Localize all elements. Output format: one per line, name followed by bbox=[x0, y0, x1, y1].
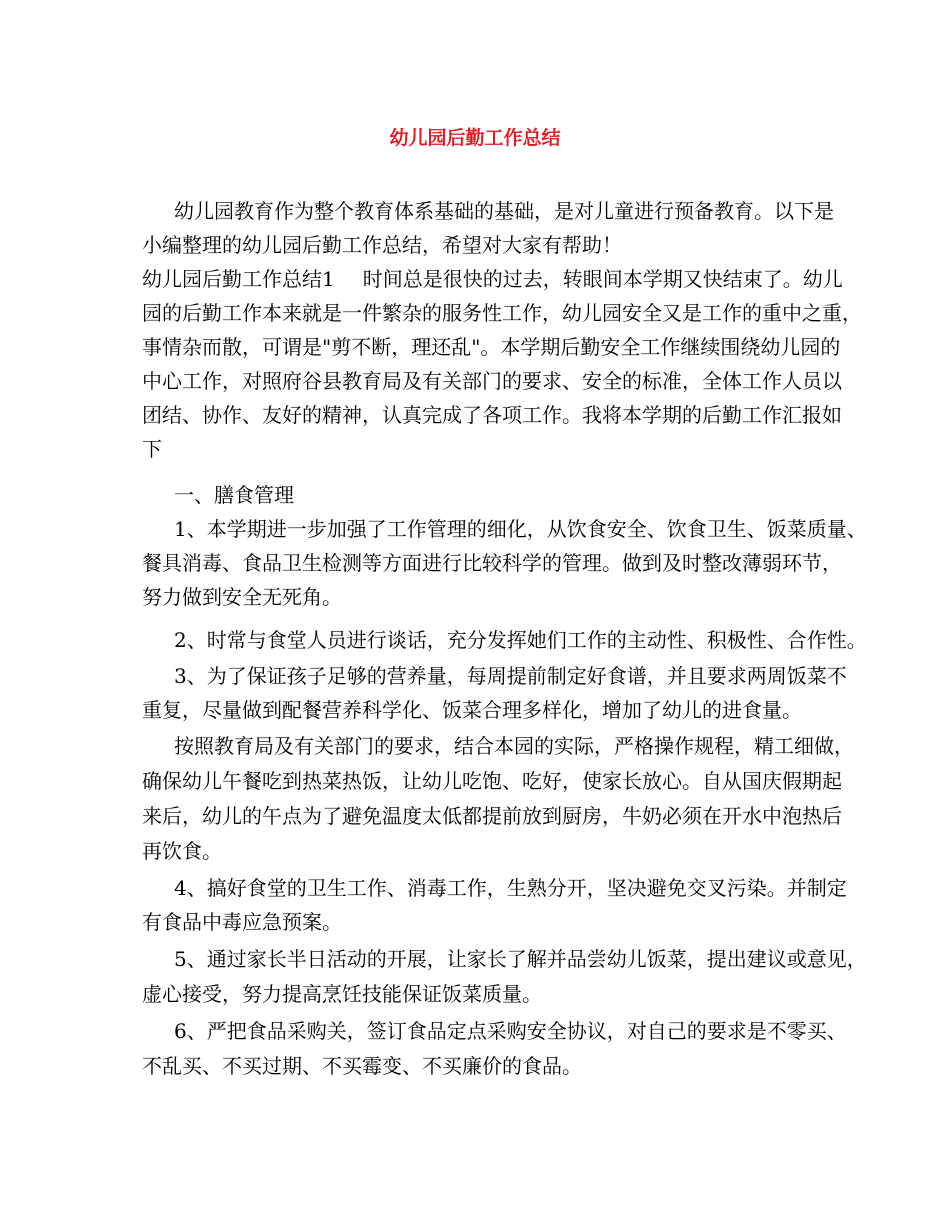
paragraph-line bbox=[142, 266, 843, 292]
paragraph-line: 有食品中毒应急预案。 bbox=[142, 910, 342, 934]
paragraph-line: 不乱买、不买过期、不买霉变、不买廉价的食品。 bbox=[142, 1054, 582, 1078]
paragraph-line: 4、搞好食堂的卫生工作、消毒工作，生熟分开，坚决避免交叉污染。并制定 bbox=[174, 876, 847, 900]
paragraph-line: 中心工作，对照府谷县教育局及有关部门的要求、安全的标准，全体工作人员以 bbox=[142, 369, 842, 393]
section-heading: 一、膳食管理 bbox=[174, 483, 294, 507]
paragraph-line: 重复，尽量做到配餐营养科学化、饭菜合理多样化，增加了幼儿的进食量。 bbox=[142, 698, 802, 722]
paragraph-line: 下 bbox=[142, 437, 162, 461]
paragraph-line: 2、时常与食堂人员进行谈话，充分发挥她们工作的主动性、积极性、合作性。 bbox=[174, 628, 867, 652]
paragraph-line: 确保幼儿午餐吃到热菜热饭，让幼儿吃饱、吃好，使家长放心。自从国庆假期起 bbox=[142, 769, 842, 793]
paragraph-line: 按照教育局及有关部门的要求，结合本园的实际，严格操作规程，精工细做， bbox=[174, 734, 854, 758]
paragraph-line: 6、严把食品采购关，签订食品定点采购安全协议，对自己的要求是不零买、 bbox=[174, 1019, 847, 1043]
paragraph-line: 1、本学期进一步加强了工作管理的细化，从饮食安全、饮食卫生、饭菜质量、 bbox=[174, 517, 867, 541]
paragraph-line: 团结、协作、友好的精神，认真完成了各项工作。我将本学期的后勤工作汇报如 bbox=[142, 403, 842, 427]
paragraph-line: 3、为了保证孩子足够的营养量，每周提前制定好食谱，并且要求两周饭菜不 bbox=[174, 664, 847, 688]
paragraph-line: 园的后勤工作本来就是一件繁杂的服务性工作，幼儿园安全又是工作的重中之重， bbox=[142, 301, 862, 325]
paragraph-line: 事情杂而散，可谓是"剪不断，理还乱"。本学期后勤安全工作继续围绕幼儿园的 bbox=[142, 335, 841, 359]
section-heading: 幼儿园后勤工作总结1 bbox=[142, 267, 335, 291]
paragraph-line: 努力做到安全无死角。 bbox=[142, 585, 342, 609]
paragraph-line: 小编整理的幼儿园后勤工作总结，希望对大家有帮助！ bbox=[142, 233, 622, 257]
paragraph-text: 时间总是很快的过去，转眼间本学期又快结束了。幼儿 bbox=[362, 267, 843, 291]
paragraph-line: 5、通过家长半日活动的开展，让家长了解并品尝幼儿饭菜，提出建议或意见， bbox=[174, 947, 867, 971]
paragraph-line: 虚心接受，努力提高烹饪技能保证饭菜质量。 bbox=[142, 982, 542, 1006]
paragraph-line: 餐具消毒、食品卫生检测等方面进行比较科学的管理。做到及时整改薄弱环节， bbox=[142, 551, 842, 575]
paragraph-line: 再饮食。 bbox=[142, 839, 222, 863]
paragraph-line: 来后，幼儿的午点为了避免温度太低都提前放到厨房，牛奶必须在开水中泡热后 bbox=[142, 804, 842, 828]
document-title: 幼儿园后勤工作总结 bbox=[389, 127, 561, 149]
paragraph-line: 幼儿园教育作为整个教育体系基础的基础，是对儿童进行预备教育。以下是 bbox=[174, 199, 834, 223]
